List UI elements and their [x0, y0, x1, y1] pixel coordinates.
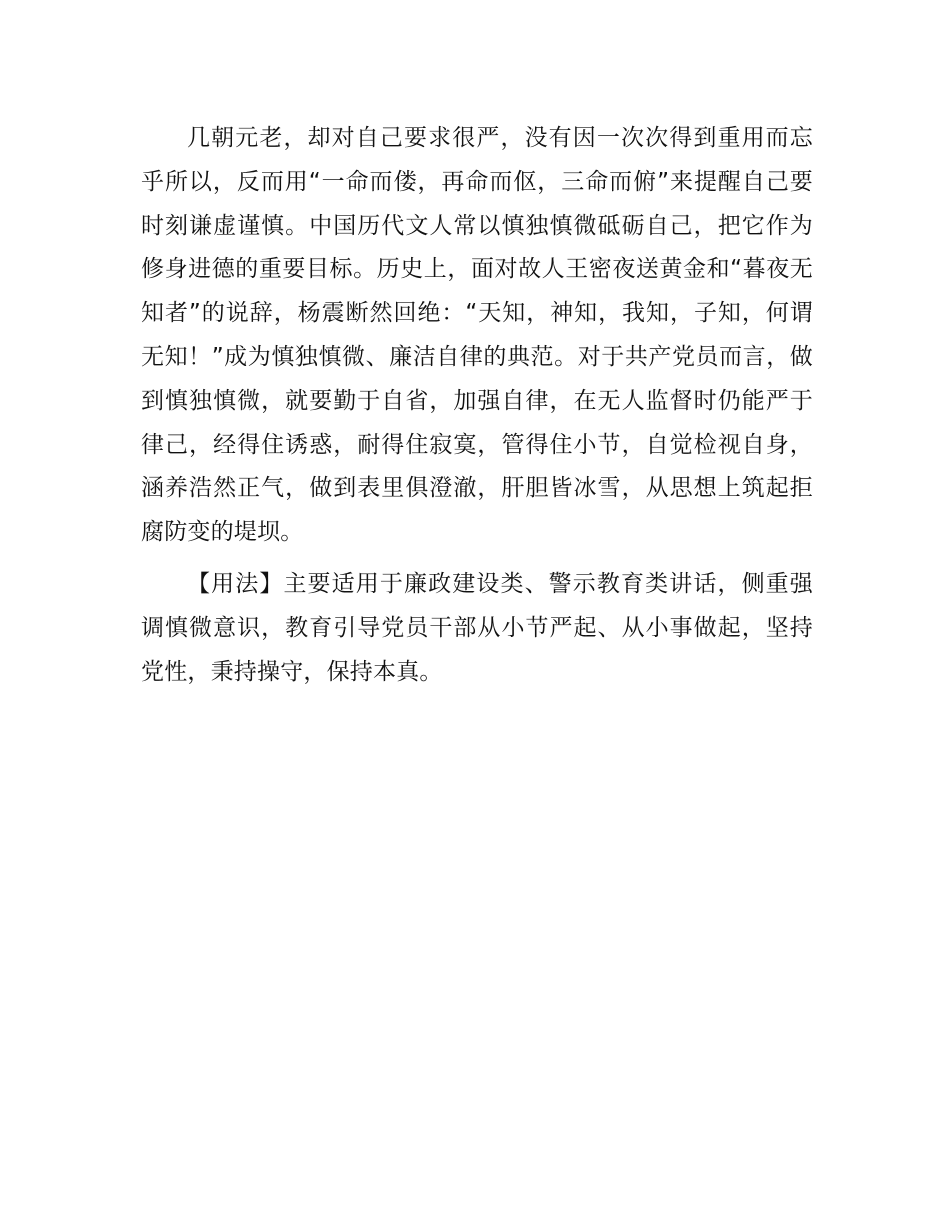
body-paragraph: 几朝元老，却对自己要求很严，没有因一次次得到重用而忘乎所以，反而用“一命而偻，再命而伛，三命而俯”来提醒自己要时刻谦虚谨慎。中国历代文人常以慎独慎微砥砺自己，把它作为修身进德的重要目标。历史上，面对故人王密夜送黄金和“暮夜无知者”的说辞，杨震断然回绝：“天知，神知，我知，子知，何谓无知！”成为慎独慎微、廉洁自律的典范。对于共产党员而言，做到慎独慎微，就要勤于自省，加强自律，在无人监督时仍能严于律己，经得住诱惑，耐得住寂寞，管得住小节，自觉检视自身，涵养浩然正气，做到表里俱澄澈，肝胆皆冰雪，从思想上筑起拒腐防变的堤坝。 [141, 125, 813, 546]
usage-paragraph: 【用法】主要适用于廉政建设类、警示教育类讲话，侧重强调慎微意识，教育引导党员干部从小节严起、从小事做起，坚持党性，秉持操守，保持本真。 [141, 570, 813, 685]
document-body [141, 117, 813, 694]
